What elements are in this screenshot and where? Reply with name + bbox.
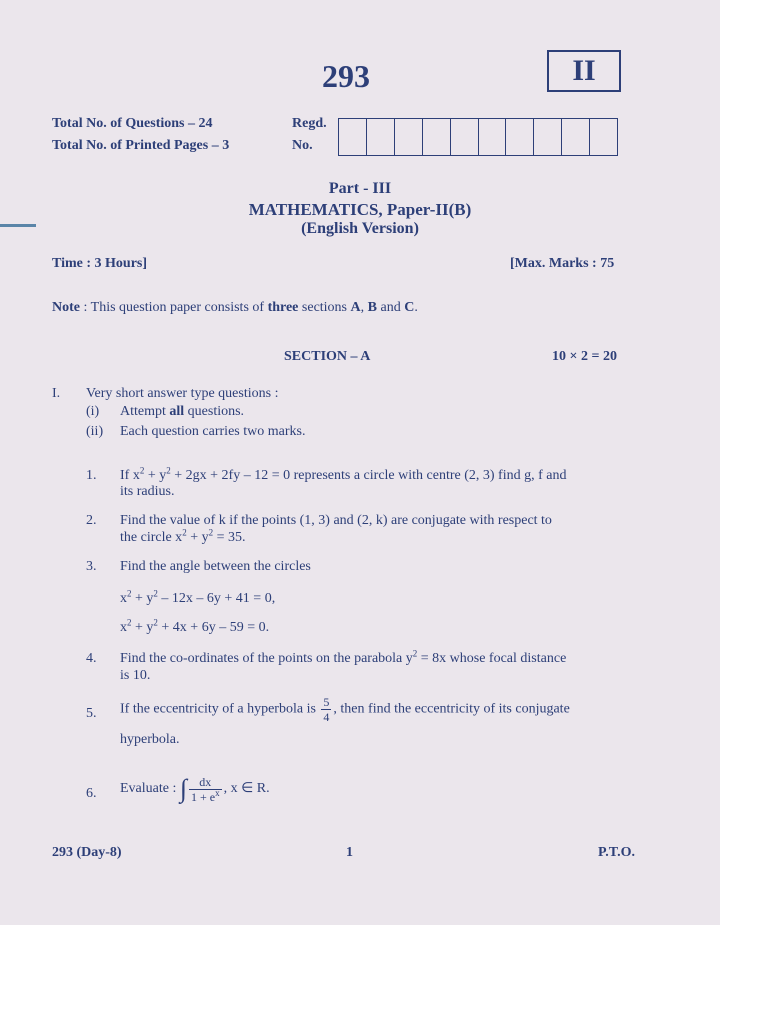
paper-code: 293 bbox=[322, 58, 370, 94]
q4-line1: Find the co-ordinates of the points on the parabola $y^2 = 8x$ whose focal distance bbox=[120, 648, 567, 666]
q1-line1: If $x^2 + y^2 + 2gx + 2fy - 12 = 0$ represents a circle with centre (2, 3) find g, f and bbox=[120, 465, 567, 483]
q2-line2: the circle $x^2 + y^2 = 35$. bbox=[120, 527, 246, 545]
q5-line2: hyperbola. bbox=[120, 732, 180, 747]
instruction-heading: Very short answer type questions : bbox=[86, 386, 279, 401]
roman-box: II bbox=[547, 50, 621, 92]
q6-line: Evaluate : ∫ $\frac{dx}{1 + e^x}$ , x ∈ R. bbox=[120, 774, 270, 804]
instruction-i-num: (i) bbox=[86, 404, 100, 419]
q4-line2: is 10. bbox=[120, 668, 151, 683]
total-pages: Total No. of Printed Pages – 3 bbox=[52, 138, 230, 153]
instruction-i: Attempt all questions. bbox=[120, 404, 245, 419]
q1-line2: its radius. bbox=[120, 484, 175, 499]
note: Note : This question paper consists of three sections A, B and C. bbox=[52, 300, 418, 315]
instruction-ii-num: (ii) bbox=[86, 424, 104, 439]
pto: P.T.O. bbox=[598, 845, 635, 860]
q5-fraction: $\frac{5}{4}$ bbox=[323, 695, 330, 724]
q5-line1: If the eccentricity of a hyperbola is $\frac{5}{4}$ , then find the eccentricity of its conjugate bbox=[120, 695, 570, 724]
subject-title: MATHEMATICS, Paper-II(B) bbox=[248, 200, 472, 219]
q5-number: 5. bbox=[86, 706, 97, 721]
q2-number: 2. bbox=[86, 513, 97, 528]
q2-line1: Find the value of k if the points (1, 3) and (2, k) are conjugate with respect to bbox=[120, 513, 552, 528]
integral-sign: ∫ bbox=[179, 774, 187, 803]
q3-line1: Find the angle between the circles bbox=[120, 559, 311, 574]
total-questions: Total No. of Questions – 24 bbox=[52, 116, 213, 131]
registration-number-boxes bbox=[338, 118, 618, 156]
section-title: SECTION – A bbox=[284, 349, 371, 364]
q3-number: 3. bbox=[86, 559, 97, 574]
footer-code: 293 (Day-8) bbox=[52, 845, 122, 860]
time-limit: Time : 3 Hours] bbox=[52, 256, 148, 271]
version-title: (English Version) bbox=[301, 220, 419, 237]
q6-number: 6. bbox=[86, 786, 97, 801]
q4-number: 4. bbox=[86, 651, 97, 666]
page-number: 1 bbox=[346, 845, 353, 860]
part-title: Part - III bbox=[328, 180, 392, 197]
instruction-roman: I. bbox=[52, 386, 61, 401]
q3-equation2: $x^2 + y^2 + 4x + 6y - 59 = 0$. bbox=[120, 617, 270, 635]
q1-number: 1. bbox=[86, 468, 97, 483]
max-marks: [Max. Marks : 75 bbox=[510, 256, 615, 271]
instruction-ii: Each question carries two marks. bbox=[120, 424, 306, 439]
no-label: No. bbox=[292, 138, 313, 153]
q3-equation1: $x^2 + y^2 - 12x - 6y + 41 = 0$, bbox=[120, 588, 276, 606]
regd-label: Regd. bbox=[292, 116, 327, 131]
q6-fraction: $\frac{dx}{1 + e^x}$ bbox=[191, 774, 220, 804]
section-marks: 10 × 2 = 20 bbox=[552, 349, 617, 364]
